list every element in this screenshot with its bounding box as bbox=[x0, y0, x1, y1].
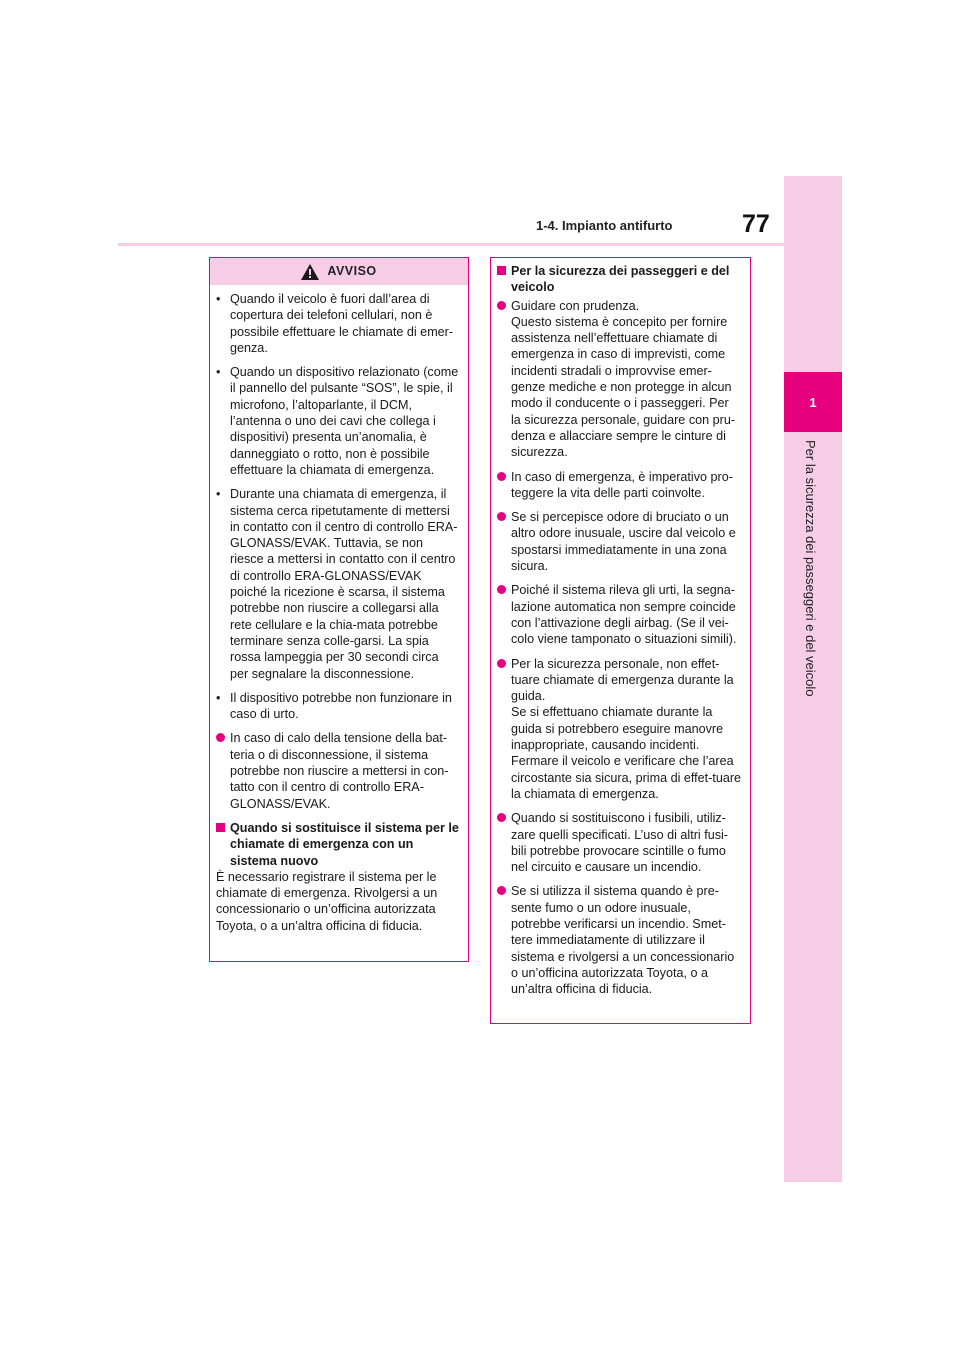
circle-bullet-icon bbox=[497, 886, 506, 895]
dot-list-item: Se si percepisce odore di bruciato o un altro odore inusuale, uscire dal veicolo e spostarsi immediatamente in una zona sicura. bbox=[497, 509, 742, 574]
warning-header bbox=[210, 258, 468, 285]
dot-list-item: Guidare con prudenza. Questo sistema è concepito per fornire assistenza nell’effettuare chiamate di emergenza in caso di imprevisti, come incidenti stradali o improvvise emer-genze mediche e non protegge in alcun modo il conducente o i passeggeri. Per la sicurezza personale, guidare con pru-denza e allacciare sempre le cinture di sicurezza. bbox=[497, 298, 742, 461]
circle-bullet-icon bbox=[497, 585, 506, 594]
warning-triangle-icon bbox=[301, 264, 319, 280]
paragraph: È necessario registrare il sistema per le chiamate di emergenza. Rivolgersi a un concessionario o un’officina autorizzata Toyota, o a un’altra officina di fiducia. bbox=[216, 869, 438, 933]
circle-bullet-icon bbox=[216, 733, 225, 742]
chapter-title: Per la sicurezza dei passeggeri e del veicolo bbox=[803, 440, 818, 697]
chapter-title-vertical bbox=[800, 440, 820, 740]
chapter-number: 1 bbox=[784, 372, 842, 432]
page-number: 77 bbox=[742, 210, 770, 238]
dot-list-item: Per la sicurezza personale, non effet-tuare chiamate di emergenza durante la guida. Se si effettuano chiamate durante la guida si potrebbero eseguire manovre inappropriate, causando incidenti. Fermare il veicolo e verificare che l’area circostante sia sicura, prima di effet-tuare la chiamata di emergenza. bbox=[497, 656, 742, 803]
circle-bullet-icon bbox=[497, 472, 506, 481]
circle-bullet-icon bbox=[497, 301, 506, 310]
list-item: • Quando un dispositivo relazionato (come il pannello del pulsante “SOS”, le spie, il microfono, l’altoparlante, il DCM, l’antenna o uno dei cavi che collega i dispositivi) presenta un’anomalia, è danneggiato o rotto, non è possibile effettuare la chiamata di emergenza. bbox=[216, 365, 459, 477]
dot-list-item: In caso di emergenza, è imperativo pro-teggere la vita delle parti coinvolte. bbox=[497, 469, 742, 502]
safety-box bbox=[490, 257, 751, 1024]
dot-list-item: In caso di calo della tensione della bat-teria o di disconnessione, il sistema potrebbe non riuscire a mettersi in con-tatto con il centro di controllo ERA-GLONASS/EVAK. bbox=[216, 730, 460, 811]
sub-heading: Per la sicurezza dei passeggeri e del veicolo bbox=[497, 263, 742, 296]
square-bullet-icon bbox=[497, 266, 506, 275]
square-bullet-icon bbox=[216, 823, 225, 832]
list-item: • Quando il veicolo è fuori dall’area di copertura dei telefoni cellulari, non è possibile effettuare le chiamate di emer-genza. bbox=[216, 292, 454, 355]
section-title: 1-4. Impianto antifurto bbox=[536, 218, 673, 233]
sub-heading: Quando si sostituisce il sistema per le chiamate di emergenza con un sistema nuovo bbox=[216, 820, 460, 869]
dot-list-item: Quando si sostituiscono i fusibili, utiliz-zare quelli specificati. L’uso di altri fusi-bili potrebbe provocare scintille o fumo nel circuito e causare un incendio. bbox=[497, 810, 742, 875]
dot-list-item: Se si utilizza il sistema quando è pre-sente fumo o un odore inusuale, potrebbe verificarsi un incendio. Smet-tere immediatamente di utilizzare il sistema e rivolgersi a un concessionario o un’officina autorizzata Toyota, o a un’altra officina di fiducia. bbox=[497, 883, 742, 997]
circle-bullet-icon bbox=[497, 659, 506, 668]
warning-box bbox=[209, 257, 469, 962]
circle-bullet-icon bbox=[497, 813, 506, 822]
warning-title: AVVISO bbox=[327, 264, 377, 279]
header-divider bbox=[118, 243, 784, 246]
circle-bullet-icon bbox=[497, 512, 506, 521]
dot-list-item: Poiché il sistema rileva gli urti, la segna-lazione automatica non sempre coincide con l’attivazione degli airbag. (Se il vei-colo viene tamponato o situazioni simili). bbox=[497, 582, 742, 647]
list-item: • Il dispositivo potrebbe non funzionare in caso di urto. bbox=[216, 690, 452, 722]
list-item: • Durante una chiamata di emergenza, il sistema cerca ripetutamente di mettersi in contatto con il centro di controllo ERA-GLONASS/EVAK. Tuttavia, se non riesce a mettersi in contatto con il centro di controllo ERA-GLONASS/EVAK poiché la ricezione è scarsa, il sistema potrebbe non riuscire a collegarsi alla rete cellulare e la chia-mata potrebbe terminare senza colle-garsi. La spia rossa lampeggia per 30 secondi circa per segnalare la disconnessione. bbox=[216, 487, 458, 681]
